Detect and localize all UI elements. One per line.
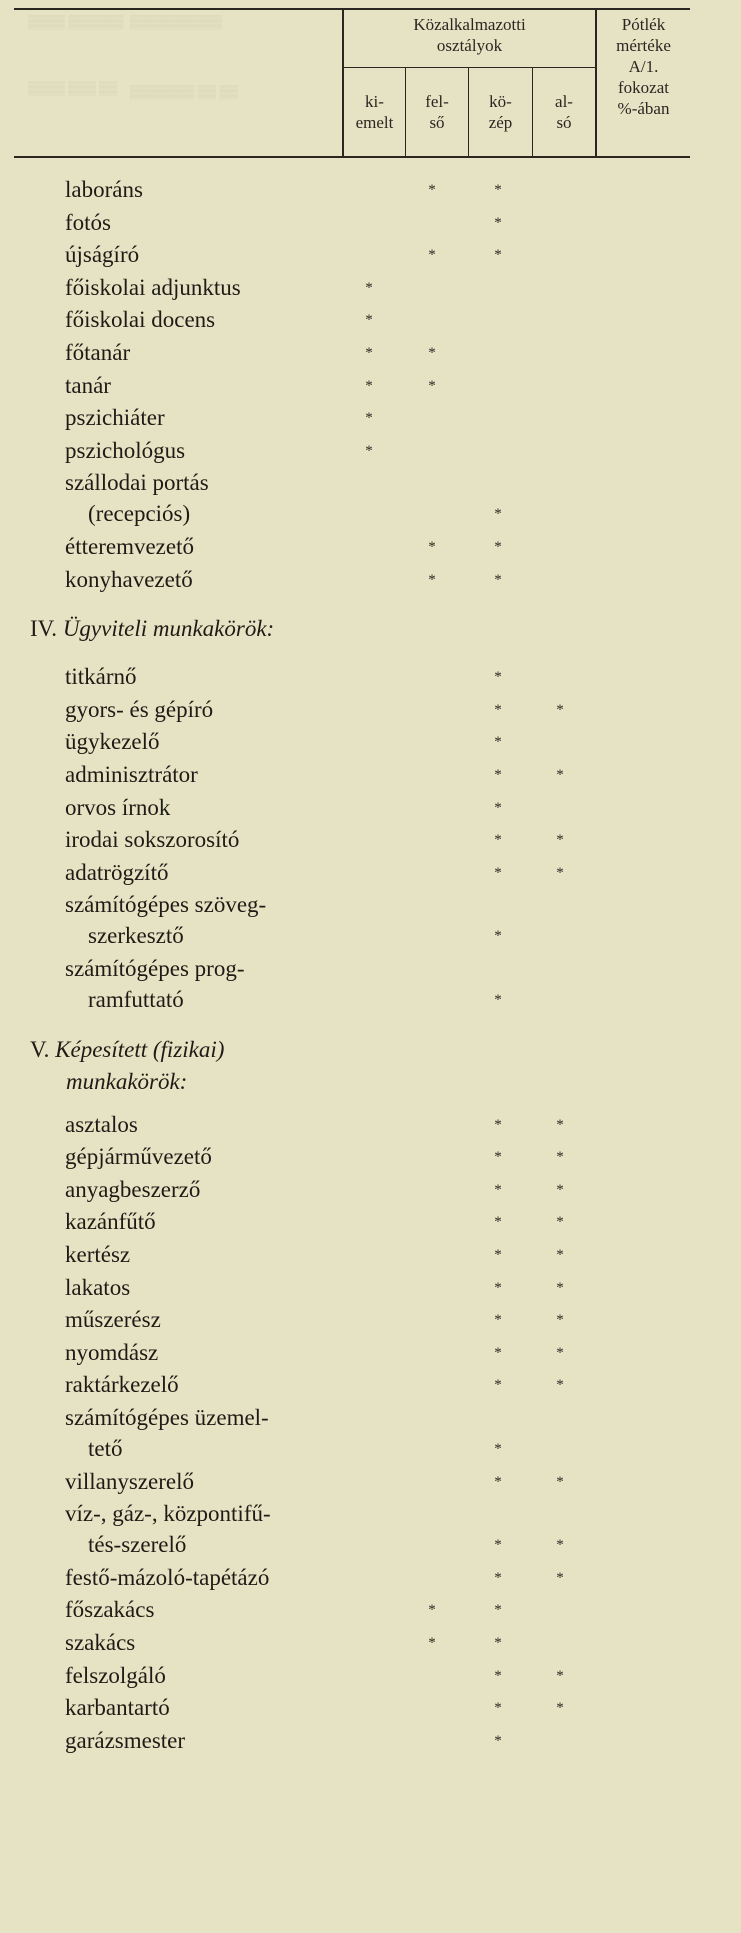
class-marker: *: [556, 1377, 564, 1394]
class-marker: *: [494, 1537, 502, 1554]
job-title: gyors- és gépíró: [65, 696, 214, 722]
job-title: számítógépes üzemel-: [65, 1405, 269, 1430]
bleed-through-text: ▒▒▒▒▒▒▒ ▒▒ ▒▒: [130, 84, 238, 99]
class-marker: *: [365, 345, 373, 361]
class-marker: *: [494, 1116, 502, 1133]
job-title: műszerész: [65, 1307, 161, 1333]
bleed-through-text: ▒▒▒▒ ▒▒▒▒▒▒: [28, 14, 124, 29]
class-marker: *: [556, 1473, 564, 1490]
job-title-continued: tető: [88, 1436, 123, 1461]
class-marker: *: [365, 279, 373, 296]
class-header-kozep: kö- zép: [488, 92, 513, 132]
class-marker: *: [556, 1116, 564, 1133]
job-title: étteremvezető: [65, 534, 194, 559]
class-marker: *: [494, 1569, 502, 1586]
class-marker: *: [365, 410, 373, 427]
class-marker: *: [365, 442, 373, 459]
class-marker: *: [556, 1279, 564, 1296]
bleed-through-text: ▒▒▒▒▒▒▒▒▒▒: [130, 14, 223, 29]
section-title-continued: munkakörök:: [66, 1068, 188, 1094]
class-marker: *: [556, 1247, 564, 1263]
job-title: ügykezelő: [65, 729, 160, 755]
job-title-continued: ramfuttató: [88, 987, 184, 1012]
job-title: fotós: [65, 209, 111, 235]
job-title: újságíró: [65, 242, 140, 268]
class-marker: *: [494, 1667, 502, 1684]
section-title: Ügyviteli munkakörök:: [62, 616, 275, 642]
job-title: kertész: [65, 1242, 131, 1267]
table-header: [0, 0, 741, 158]
job-title: laboráns: [65, 177, 143, 202]
class-group-title: Közalkalmazotti osztályok: [413, 15, 526, 55]
class-marker: *: [494, 1473, 502, 1490]
section-number: V.: [30, 1036, 56, 1062]
class-marker: *: [494, 1441, 502, 1457]
class-marker: *: [556, 1344, 564, 1361]
section-heading: [30, 1035, 225, 1094]
bleed-through-text: ▒▒▒▒ ▒▒▒ ▒▒: [28, 80, 118, 95]
class-marker: *: [365, 377, 373, 394]
job-title: főiskolai adjunktus: [65, 274, 241, 300]
job-title: adatrögzítő: [65, 859, 169, 885]
class-marker: *: [494, 669, 502, 686]
class-marker: *: [556, 1181, 564, 1198]
job-title: főtanár: [65, 340, 131, 365]
job-title: orvos írnok: [65, 794, 171, 820]
job-title: víz-, gáz-, központifű-: [65, 1501, 271, 1527]
job-title: számítógépes szöveg-: [65, 892, 267, 918]
job-title: tanár: [65, 372, 111, 398]
job-title: lakatos: [65, 1274, 131, 1300]
class-marker: *: [494, 1635, 502, 1651]
class-marker: *: [494, 734, 502, 751]
job-title: felszolgáló: [65, 1662, 166, 1688]
class-marker: *: [556, 1312, 564, 1329]
class-marker: *: [556, 1667, 564, 1684]
class-marker: *: [494, 214, 502, 231]
job-title: szállodai portás: [65, 470, 209, 496]
job-title: anyagbeszerző: [65, 1176, 201, 1202]
job-title: festő-mázoló-tapétázó: [65, 1564, 270, 1590]
class-marker: *: [494, 864, 502, 881]
job-title: adminisztrátor: [65, 762, 198, 787]
class-marker: *: [494, 1214, 502, 1231]
job-title: nyomdász: [65, 1339, 159, 1365]
class-marker: *: [556, 701, 564, 718]
class-marker: *: [494, 832, 502, 849]
job-title-continued: szerkesztő: [88, 923, 184, 949]
class-marker: *: [494, 571, 502, 588]
class-marker: *: [428, 1602, 436, 1619]
class-marker: *: [556, 864, 564, 881]
class-marker: *: [494, 1149, 502, 1166]
class-marker: *: [365, 312, 373, 329]
class-header-also: al- só: [555, 92, 573, 132]
class-marker: *: [494, 1279, 502, 1296]
class-marker: *: [494, 928, 502, 945]
class-marker: *: [494, 1732, 502, 1749]
job-title: konyhavezető: [65, 566, 193, 592]
class-marker: *: [494, 1700, 502, 1717]
job-title: asztalos: [65, 1111, 138, 1137]
job-title: szakács: [65, 1630, 136, 1655]
class-marker: *: [494, 182, 502, 198]
class-marker: *: [494, 799, 502, 816]
job-title: villanyszerelő: [65, 1468, 195, 1494]
class-marker: *: [494, 539, 502, 555]
class-marker: *: [556, 1569, 564, 1586]
class-marker: *: [556, 832, 564, 849]
class-marker: *: [494, 1344, 502, 1361]
class-marker: *: [494, 767, 502, 783]
class-marker: *: [494, 992, 502, 1008]
class-marker: *: [556, 1537, 564, 1554]
class-marker: *: [428, 182, 436, 198]
class-header-felso: fel- ső: [425, 92, 449, 132]
class-marker: *: [494, 701, 502, 718]
class-marker: *: [494, 1181, 502, 1198]
class-marker: *: [556, 767, 564, 783]
section-number: IV.: [30, 616, 63, 642]
job-title-continued: tés-szerelő: [88, 1532, 187, 1558]
allowance-header: Pótlék mértéke A/1. fokozat %-ában: [616, 15, 671, 118]
job-title: számítógépes prog-: [65, 956, 245, 981]
job-title: kazánfűtő: [65, 1209, 156, 1235]
class-marker: *: [494, 1247, 502, 1263]
class-marker: *: [428, 571, 436, 588]
section-heading: [30, 614, 274, 644]
class-marker: *: [494, 1312, 502, 1329]
class-marker: *: [494, 247, 502, 264]
class-header-kiemelt: ki- emelt: [355, 92, 394, 132]
class-marker: *: [428, 247, 436, 264]
class-marker: *: [428, 539, 436, 555]
class-marker: *: [556, 1700, 564, 1717]
class-marker: *: [428, 345, 436, 361]
class-marker: *: [428, 1635, 436, 1651]
class-marker: *: [494, 1602, 502, 1619]
job-title: gépjárművezető: [65, 1144, 212, 1170]
class-marker: *: [556, 1214, 564, 1231]
class-marker: *: [556, 1149, 564, 1166]
class-marker: *: [494, 506, 502, 523]
job-title: pszichiáter: [65, 405, 165, 431]
job-title: karbantartó: [65, 1695, 170, 1721]
job-title: raktárkezelő: [65, 1372, 179, 1398]
job-title: garázsmester: [65, 1727, 186, 1753]
class-marker: *: [428, 377, 436, 394]
job-title: pszichológus: [65, 437, 186, 463]
job-title-continued: (recepciós): [88, 501, 191, 527]
job-title: főszakács: [65, 1597, 155, 1623]
class-marker: *: [494, 1377, 502, 1394]
job-title: irodai sokszorosító: [65, 827, 240, 853]
job-title: főiskolai docens: [65, 307, 216, 333]
job-title: titkárnő: [65, 664, 137, 690]
section-title: Képesített (fizikai): [55, 1036, 225, 1062]
